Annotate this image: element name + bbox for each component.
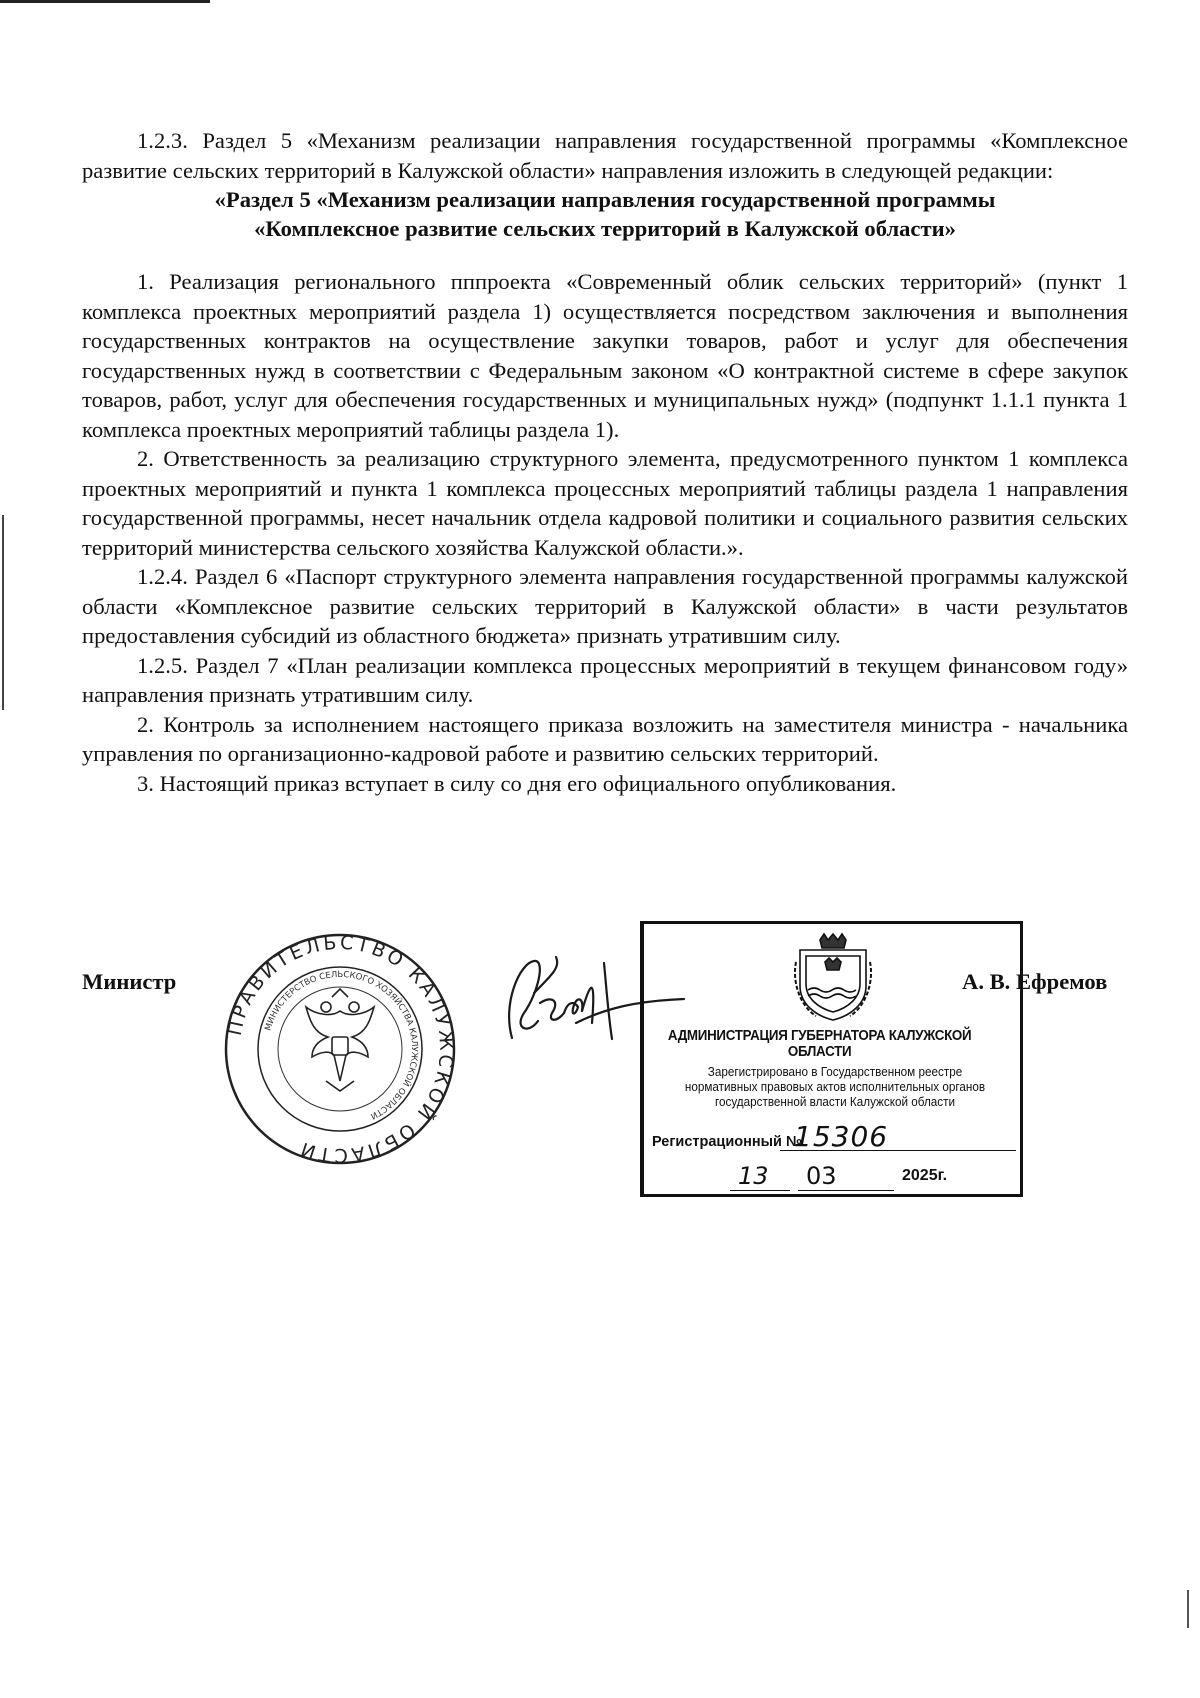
- registration-date-day: 13: [738, 1162, 769, 1190]
- official-seal-icon: [222, 931, 458, 1167]
- paragraph-1-2-5: 1.2.5. Раздел 7 «План реализации комплекса процессных мероприятий в текущем финансовом году» направления признать утратившим силу.: [82, 652, 1128, 707]
- registration-stamp: [640, 921, 1023, 1197]
- numbered-item-1: 1. Реализация регионального пппроекта «Современный облик сельских территорий» (пункт 1 комплекса проектных мероприятий раздела 1) осуществляется посредством заключения и выполнения государственных контрактов на осуществление закупки товаров, работ и услуг для обеспечения государственных нужд в соответствии с Федеральным законом «О контрактной системе в сфере закупок товаров, работ, услуг для обеспечения государственных и муниципальных нужд» (подпункт 1.1.1 пункта 1 комплекса проектных мероприятий таблицы раздела 1).: [82, 269, 1128, 442]
- scan-edge-mark: [0, 0, 210, 3]
- svg-text:МИНИСТЕРСТВО СЕЛЬСКОГО ХОЗЯЙСТ: [263, 970, 419, 1121]
- numbered-item-2: 2. Ответственность за реализацию структурного элемента, предусмотренного пунктом 1 комплекса проектных мероприятий и пункта 1 комплекса процессных мероприятий таблицы раздела 1 направления государственной программы, несет начальник отдела кадровой политики и социального развития сельских территорий министерства сельского хозяйства Калужской области.».: [82, 446, 1128, 560]
- registration-number-label: Регистрационный №: [652, 1134, 803, 1150]
- scan-edge-mark-bottom: [1187, 1590, 1189, 1628]
- signature-block: [0, 925, 1200, 1225]
- seal-outer-text: ПРАВИТЕЛЬСТВО КАЛУЖСКОЙ ОБЛАСТИ: [223, 931, 458, 1167]
- stamp-registered-text: Зарегистрировано в Государственном реестре нормативных правовых актов исполнительных органов государственной власти Калужской области: [684, 1064, 986, 1109]
- section-heading-line-1: «Раздел 5 «Механизм реализации направления государственной программы: [214, 187, 996, 212]
- kaluga-coat-of-arms-icon: [794, 932, 872, 1022]
- section-heading: [82, 185, 1128, 243]
- registration-number: 15306: [794, 1120, 889, 1153]
- section-heading-line-2: «Комплексное развитие сельских территорий в Калужской области»: [254, 216, 956, 241]
- stamp-title: АДМИНИСТРАЦИЯ ГУБЕРНАТОРА КАЛУЖСКОЙ ОБЛАСТИ: [667, 1028, 972, 1060]
- registration-date-month: 03: [806, 1162, 837, 1190]
- date-month-line: [798, 1190, 894, 1191]
- paragraph-2: 2. Контроль за исполнением настоящего приказа возложить на заместителя министра - начальника управления по организационно-кадровой работе и развитию сельских территорий.: [82, 711, 1128, 766]
- paragraph-1-2-4: 1.2.4. Раздел 6 «Паспорт структурного элемента направления государственной программы калужской области «Комплексное развитие сельских территорий в Калужской области» в части результатов предоставления субсидий из областного бюджета» признать утратившим силу.: [82, 564, 1128, 648]
- scan-margin-mark: [2, 515, 4, 710]
- paragraph-1-2-3: 1.2.3. Раздел 5 «Механизм реализации направления государственной программы «Комплексное развитие сельских территорий в Калужской области» направления изложить в следующей редакции:: [82, 128, 1128, 183]
- document-body: [82, 126, 1128, 798]
- registration-date-year: 2025г.: [902, 1167, 948, 1184]
- minister-title: Министр: [82, 969, 177, 994]
- signer-name: А. В. Ефремов: [962, 969, 1108, 994]
- paragraph-3: 3. Настоящий приказ вступает в силу со дня его официального опубликования.: [137, 770, 897, 796]
- seal-inner-text: МИНИСТЕРСТВО СЕЛЬСКОГО ХОЗЯЙСТВА КАЛУЖСКОЙ ОБЛАСТИ: [263, 969, 420, 1121]
- date-day-line: [730, 1190, 790, 1191]
